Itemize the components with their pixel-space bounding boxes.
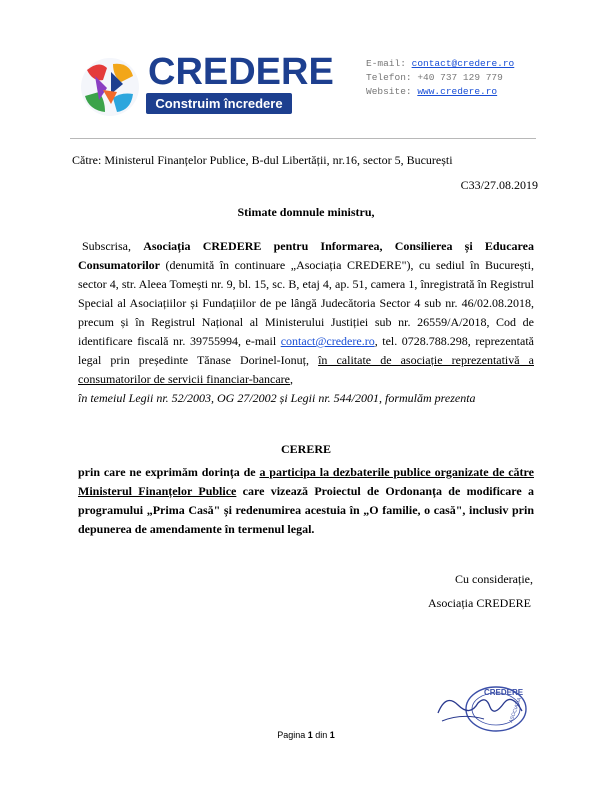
request-text-3: care vizează Proiectul de Ordonanța de modificare a programului „Prima Casă" și redenumirea acestuia în „O familie, o casă", inclusiv prin depunerea de amendamente în termenul legal. [78,484,534,536]
legal-basis: în temeiul Legii nr. 52/2003, OG 27/2002 și Legii nr. 544/2001, formulăm prezenta [78,391,476,405]
signatory: Asociația CREDERE [428,596,531,610]
recipient-line: Către: Ministerul Finanțelor Publice, B-dul Libertății, nr.16, sector 5, București [72,153,453,167]
footer-middle: din [312,730,330,740]
organization-name: Asociația CREDERE pentru Informarea, Consilierea și Educarea Consumatorilor [78,239,534,272]
body-text-4: , tel. 0728.788.298, reprezentată legal prin președinte Tănase Dorinel-Ionuț, [78,334,534,367]
website-label: Website: [366,86,412,97]
footer-prefix: Pagina [277,730,308,740]
request-text-underlined: a participa la dezbaterile publice organizate de către Ministerul Finanțelor Publice [78,465,534,498]
phone-label: Telefon: [366,72,412,83]
contact-email-row [366,57,514,71]
reference-number: C33/27.08.2019 [460,178,538,192]
phone-value: +40 737 129 779 [417,72,503,83]
contact-block [366,57,514,99]
footer-page-number: 1 [307,730,313,740]
request-title: CERERE [280,442,331,456]
svg-text:CREDERE: CREDERE [484,688,524,697]
stamp-signature-icon [432,683,532,733]
closing-line: Cu considerație, [455,572,533,586]
contact-website-row [366,85,514,99]
body-text-2: (denumită în continuare „Asociația CREDERE") [160,258,411,272]
email-label: E-mail: [366,58,406,69]
logo-tagline: Construim încredere [146,93,292,114]
svg-text:ASOCIATIA: ASOCIATIA [508,696,523,724]
header-email-link[interactable]: contact@credere.ro [411,58,515,69]
page-footer [0,730,612,740]
salutation: Stimate domnule ministru, [237,205,375,219]
body-text-3: , cu sediul în București, sector 4, str. Aleea Tomești nr. 9, bl. 15, sc. B, etaj 4, ap. 51, camera 1, înregistrată în Registrul Special al Asociațiilor și Fundațiilor de pe lângă Judecătoria Sector 4 sub nr. 46/02.08.2018, precum și în Registrul Național al Ministerului Justiției sub nr. 26559/A/2018, Cod de identificare fiscală nr. 39755994, e-mail [78,258,534,348]
website-link[interactable]: www.credere.ro [417,86,498,97]
logo-wordmark: CREDERE [148,51,334,93]
body-email-link[interactable]: contact@credere.ro [280,334,375,348]
body-text-1: Subscrisa, [82,239,144,253]
credere-logo-icon [77,54,143,120]
footer-total-pages: 1 [329,730,335,740]
body-paragraph [78,237,534,389]
request-text-1: prin care ne exprimăm dorința de [78,465,260,479]
contact-phone-row [366,71,514,85]
header-divider [70,138,536,139]
request-paragraph [78,463,534,539]
body-text-5: , [290,372,293,386]
capacity-text: în calitate de asociație reprezentativă a consumatorilor de servicii financiar-bancare [78,353,534,386]
